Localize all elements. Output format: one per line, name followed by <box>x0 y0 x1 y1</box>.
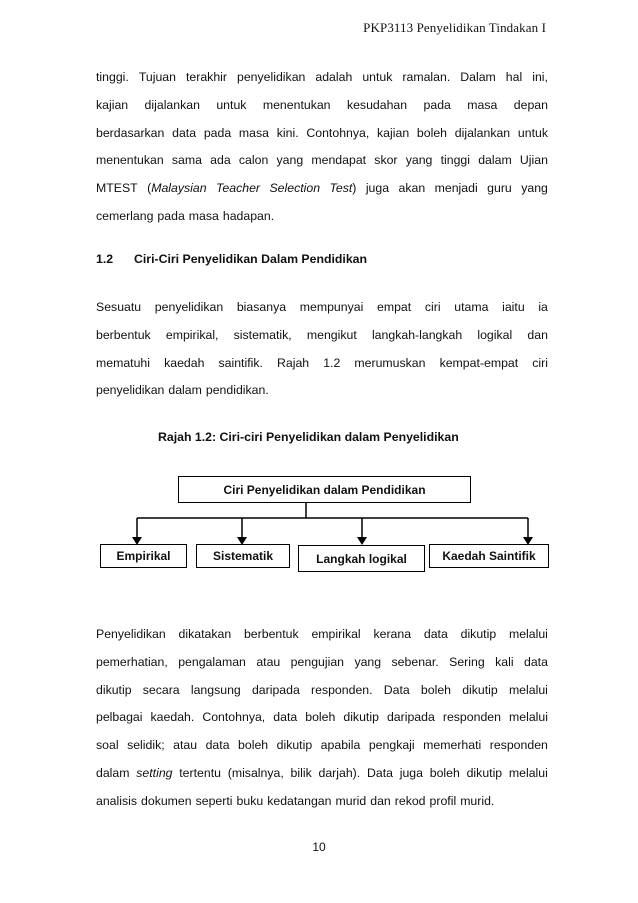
word: soal <box>96 738 119 753</box>
diagram-node-sistematik: Sistematik <box>196 544 290 568</box>
word: empat <box>376 300 412 314</box>
word: dikutip <box>276 738 313 753</box>
word: menjadi <box>434 181 478 196</box>
word: Ujian <box>519 153 548 168</box>
diagram-node-langkah-logikal: Langkah logikal <box>298 545 425 572</box>
page-number: 10 <box>312 840 326 854</box>
word: boleh <box>420 682 452 697</box>
word: kajian <box>96 97 129 112</box>
word: yang <box>405 153 433 168</box>
word: empirikal, <box>165 327 219 342</box>
word: 1.2 <box>323 355 341 370</box>
word: melalui <box>509 710 548 725</box>
word: ini, <box>532 70 548 84</box>
word: Data <box>383 682 410 697</box>
word: pelbagai <box>96 710 143 725</box>
word: boleh <box>238 738 269 753</box>
word: berbentuk <box>96 327 151 342</box>
word: berdasarkan <box>96 125 165 140</box>
word: mendapat <box>311 153 367 168</box>
word: apabila <box>320 738 361 753</box>
word: dikutip <box>96 682 132 697</box>
word: bilik <box>290 765 312 780</box>
word: langsung <box>190 682 241 697</box>
word: kaedah. <box>150 710 195 725</box>
word: sebenar. <box>391 654 439 669</box>
word: untuk <box>216 97 247 112</box>
word: berbentuk <box>243 627 299 641</box>
word: boleh <box>416 125 448 140</box>
word: terakhir <box>185 70 227 84</box>
section-number: 1.2 <box>96 252 114 266</box>
word: iaitu <box>502 300 525 314</box>
word: Data <box>366 765 393 780</box>
word: Sering <box>449 654 485 669</box>
diagram-node-kaedah-saintifik: Kaedah Saintifik <box>429 544 549 568</box>
word: tertentu <box>179 765 221 780</box>
word: boleh <box>305 710 336 725</box>
word: Teacher <box>216 181 261 196</box>
word: Contohnya, <box>306 125 370 140</box>
word: tinggi. <box>96 70 129 84</box>
diagram-node-empirikal: Empirikal <box>100 544 187 568</box>
word: dijalankan <box>144 97 200 112</box>
word: yang <box>276 153 304 168</box>
word: adalah <box>315 70 353 84</box>
word: daripada <box>386 710 435 725</box>
word: Selection <box>269 181 321 196</box>
word: ciri <box>532 355 548 370</box>
word: biasanya <box>236 300 287 314</box>
text-line <box>96 649 548 677</box>
word: sistematik, <box>233 327 292 342</box>
word: hal <box>505 70 523 84</box>
word: ciri <box>424 300 441 314</box>
word: pada <box>157 208 185 223</box>
word: juga <box>399 765 423 780</box>
word: Test) <box>329 181 357 196</box>
word: dalam <box>168 383 202 398</box>
word: dikatakan <box>178 627 232 641</box>
word: profil <box>429 793 457 808</box>
word: untuk <box>517 125 548 140</box>
word: kali <box>495 654 514 669</box>
word: tinggi <box>440 153 471 168</box>
word: analisis <box>96 793 138 808</box>
word: empirikal <box>311 627 361 641</box>
word: dalam <box>96 765 130 780</box>
word: merumuskan <box>354 355 426 370</box>
word: kajian <box>377 125 410 140</box>
word: menentukan <box>96 153 164 168</box>
text-line <box>96 760 548 788</box>
word: MTEST <box>96 181 138 196</box>
word: pemerhatian, <box>96 654 168 669</box>
word: ada <box>210 153 231 168</box>
word: guru <box>487 181 512 196</box>
word: responden. <box>311 682 373 697</box>
word: melalui <box>508 682 548 697</box>
word: data <box>205 738 230 753</box>
section-title: Ciri-Ciri Penyelidikan Dalam Pendidikan <box>134 252 368 266</box>
word: penyelidikan <box>237 70 306 84</box>
word: masa <box>238 125 269 140</box>
word: akan <box>398 181 426 196</box>
word: ramalan. <box>402 70 451 84</box>
word: langkah-langkah <box>371 327 463 342</box>
word: dan <box>370 793 391 808</box>
word: kesudahan <box>346 97 408 112</box>
word: saintifik. <box>218 355 263 370</box>
word: data <box>523 654 548 669</box>
word: pada <box>203 125 232 140</box>
word: Sesuatu <box>96 300 142 314</box>
word: kempat-empat <box>439 355 519 370</box>
word: selidik; <box>127 738 165 753</box>
word: kerana <box>373 627 412 641</box>
word: calon <box>238 153 269 168</box>
word: buku <box>236 793 264 808</box>
word: melalui <box>508 627 548 641</box>
word: (misalnya, <box>227 765 284 780</box>
word: pengalaman <box>178 654 246 669</box>
word: data <box>273 710 298 725</box>
word: Rajah <box>277 355 310 370</box>
word: data <box>423 627 448 641</box>
word: dikutip <box>466 765 503 780</box>
word: atau <box>256 654 281 669</box>
word: pendidikan. <box>205 383 269 398</box>
word: setting <box>136 765 173 780</box>
word: rekod <box>394 793 426 808</box>
word: yang <box>354 654 382 669</box>
word: memerhati <box>423 738 482 753</box>
word: atau <box>173 738 198 753</box>
paragraph-empirical <box>96 621 548 816</box>
word: Penyelidikan <box>96 627 166 641</box>
word: sama <box>171 153 202 168</box>
word: Tujuan <box>138 70 176 84</box>
word: menentukan <box>262 97 331 112</box>
word: mengikut <box>306 327 357 342</box>
word: dalam <box>478 153 512 168</box>
word: logikal <box>477 327 513 342</box>
word: juga <box>365 181 390 196</box>
word: Dalam <box>460 70 496 84</box>
diagram-root-node: Ciri Penyelidikan dalam Pendidikan <box>178 476 471 503</box>
word: responden <box>489 738 548 753</box>
word: darjah). <box>318 765 361 780</box>
word: yang <box>521 181 548 196</box>
word: kedatangan <box>267 793 332 808</box>
word: pengujian <box>290 654 345 669</box>
word: secara <box>142 682 180 697</box>
word: penyelidikan <box>154 300 224 314</box>
word: Contohnya, <box>202 710 266 725</box>
word: murid. <box>460 793 495 808</box>
word: dikutip <box>462 682 498 697</box>
word: masa <box>467 97 498 112</box>
word: untuk <box>362 70 393 84</box>
word: melalui <box>508 765 548 780</box>
word: dijalankan <box>454 125 511 140</box>
word: kaedah <box>164 355 205 370</box>
word: masa <box>188 208 219 223</box>
word: cemerlang <box>96 208 154 223</box>
word: boleh <box>429 765 460 780</box>
figure-caption: Rajah 1.2: Ciri-ciri Penyelidikan dalam Penyelidikan <box>158 430 459 444</box>
word: pada <box>423 97 451 112</box>
word: seperti <box>195 793 233 808</box>
word: depan <box>513 97 548 112</box>
word: dikutip <box>460 627 497 641</box>
word: (Malaysian <box>147 181 207 196</box>
text-line <box>96 788 548 816</box>
word: data <box>172 125 197 140</box>
running-header: PKP3113 Penyelidikan Tindakan I <box>363 20 546 35</box>
text-line <box>96 732 548 760</box>
word: hadapan. <box>222 208 275 223</box>
word: utama <box>454 300 489 314</box>
word: penyelidikan <box>96 383 165 398</box>
word: responden <box>442 710 501 725</box>
text-line <box>96 677 548 705</box>
word: mematuhi <box>96 355 150 370</box>
word: ia <box>538 300 548 314</box>
word: dikutip <box>343 710 379 725</box>
word: murid <box>335 793 367 808</box>
word: skor <box>374 153 398 168</box>
text-line <box>96 621 548 649</box>
text-line <box>96 704 548 732</box>
word: mempunyai <box>299 300 364 314</box>
word: kini. <box>276 125 299 140</box>
arrowhead-3 <box>357 537 367 545</box>
word: dan <box>527 327 548 342</box>
word: dokumen <box>141 793 192 808</box>
word: daripada <box>251 682 300 697</box>
word: pengkaji <box>368 738 415 753</box>
